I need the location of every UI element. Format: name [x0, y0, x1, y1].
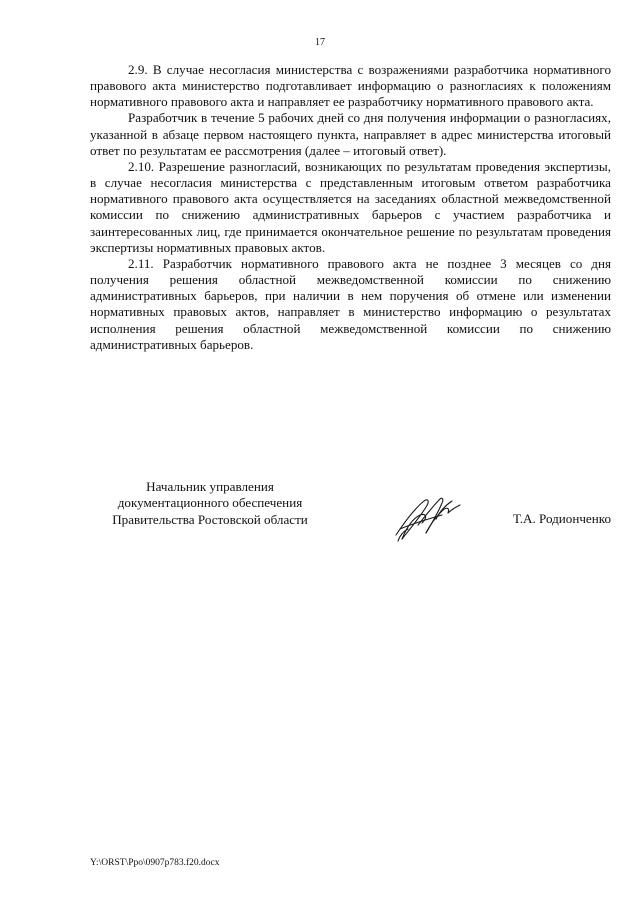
document-body	[90, 62, 611, 353]
page-number: 17	[315, 37, 325, 48]
signatory-title-line: документационного обеспечения	[117, 495, 303, 511]
paragraph-2-9-second: Разработчик в течение 5 рабочих дней со дня получения информации о разногласиях, указанной в абзаце первом настоящего пункта, направляет в адрес министерства итоговый ответ по результатам ее рассмотрения (далее – итоговый ответ).	[90, 110, 611, 158]
paragraph-2-10: 2.10. Разрешение разногласий, возникающих по результатам проведения экспертизы, в случае несогласия министерства с представленным итоговым ответом разработчика нормативного правового акта осуществляется на заседаниях областной межведомственной комиссии по снижению административных барьеров с участием разработчика и заинтересованных лиц, где принимается окончательное решение по результатам проведения экспертизы нормативных правовых актов.	[90, 158, 611, 255]
signature-block	[90, 479, 611, 549]
file-path-footer: Y:\ORST\Ppo\0907p783.f20.docx	[90, 858, 220, 868]
paragraph-2-9: 2.9. В случае несогласия министерства с возражениями разработчика нормативного правового акта министерство подготавливает информацию о разногласиях к положениям нормативного правового акта и направляет ее разработчику нормативного правового акта.	[90, 62, 611, 110]
handwritten-signature	[390, 489, 470, 547]
signatory-title	[90, 479, 330, 528]
paragraph-2-11: 2.11. Разработчик нормативного правового акта не позднее 3 месяцев со дня получения решения областной межведомственной комиссии по снижению административных барьеров, при наличии в нем поручения об отмене или изменении нормативных правовых актов, направляет в министерство информацию о результатах исполнения решения областной межведомственной комиссии по снижению административных барьеров.	[90, 255, 611, 352]
signatory-title-line: Начальник управления	[146, 479, 274, 494]
signatory-name: Т.А. Родионченко	[513, 511, 611, 526]
signatory-title-line: Правительства Ростовской области	[112, 511, 308, 527]
